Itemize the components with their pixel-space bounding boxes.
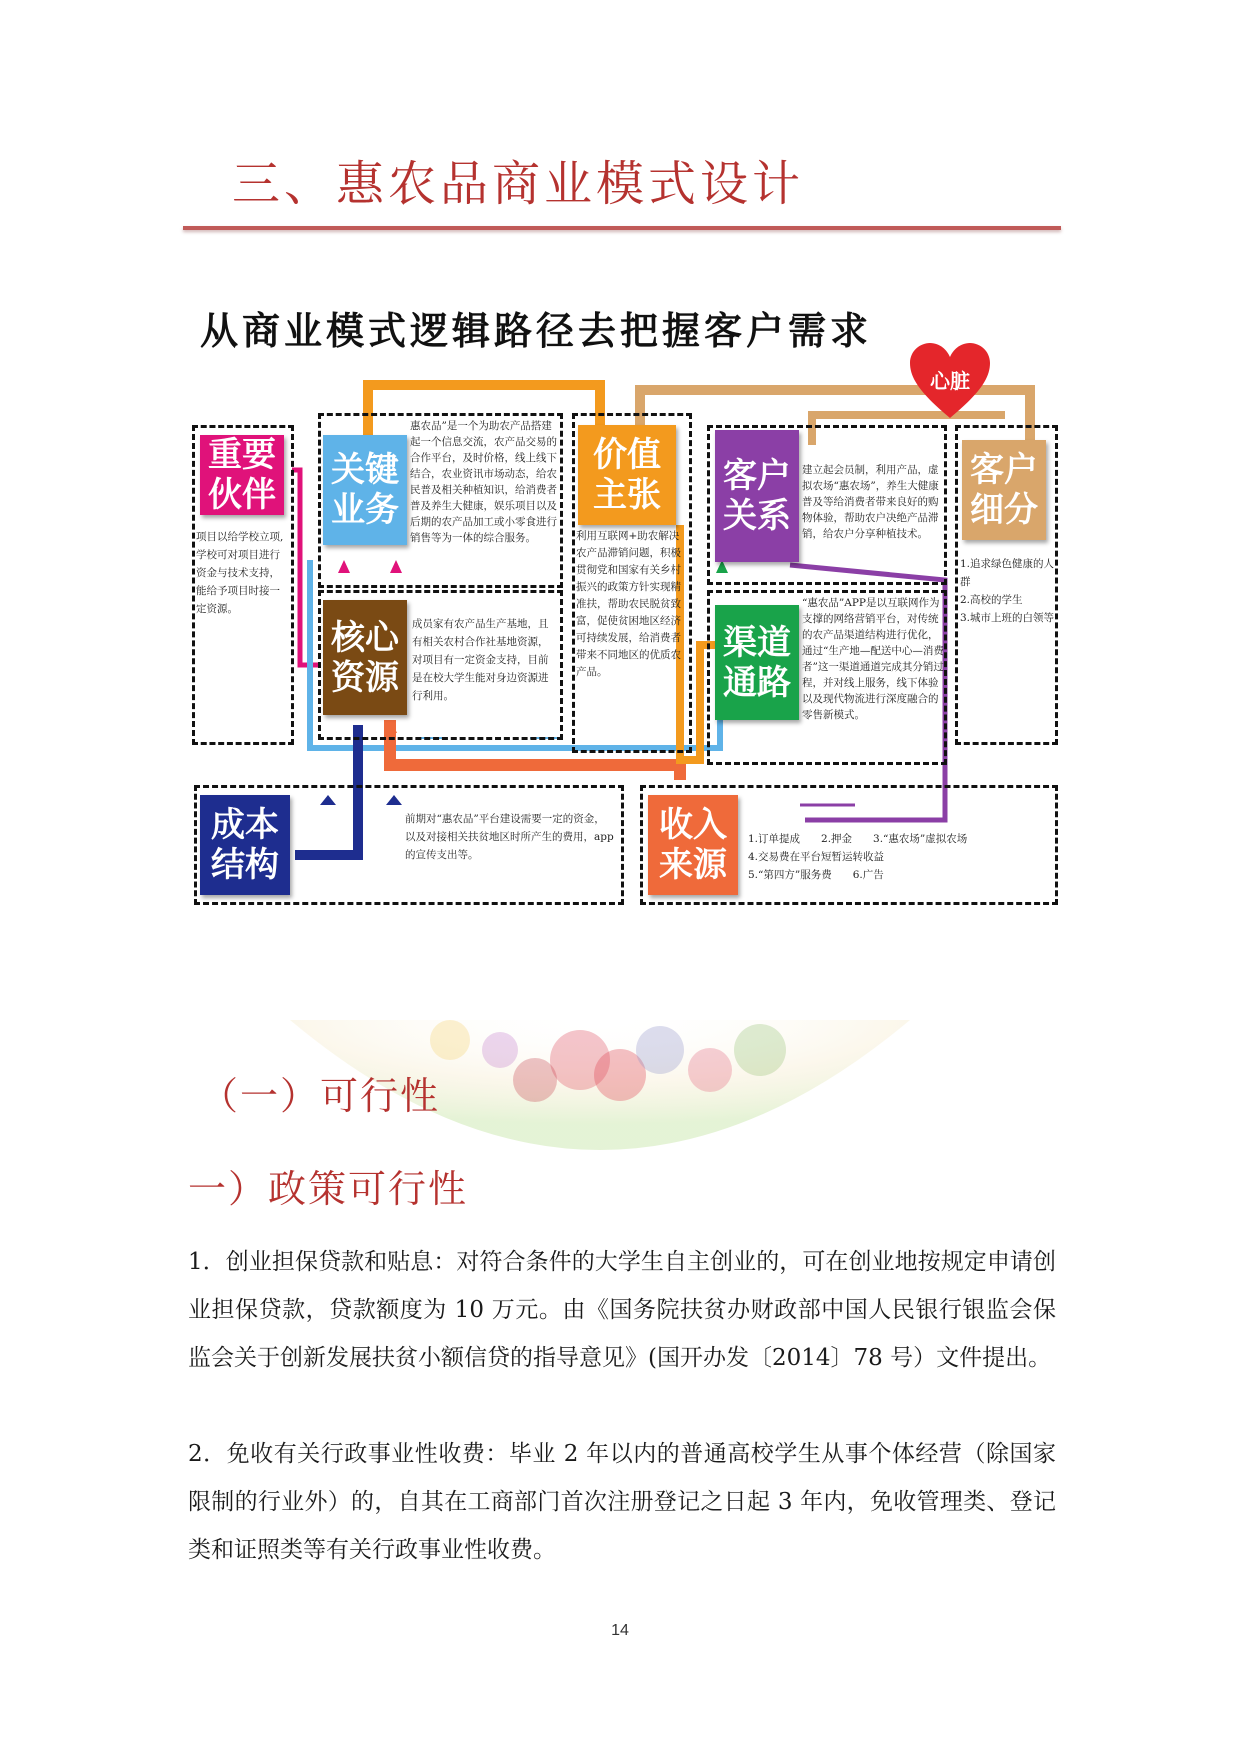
channels-tile: 渠道 通路 [715, 605, 799, 720]
revenue-desc: 1.订单提成 2.押金 3.“惠农场”虚拟农场 4.交易费在平台短暂运转收益 5.“第四方”服务费 6.广告 [748, 833, 968, 881]
revenue-tile: 收入 来源 [648, 795, 738, 895]
paragraph-1: 1．创业担保贷款和贴息：对符合条件的大学生自主创业的，可在创业地按规定申请创业担保贷款，贷款额度为 10 万元。由《国务院扶贫办财政部中国人民银行银监会保监会关于创新发展扶贫小额信贷的指导意见》(国开办发〔2014〕78 号）文件提出。 [188, 1249, 1056, 1371]
key-resources-desc: 成员家有农产品生产基地，且有相关农村合作社基地资源，对项目有一定资金支持，目前是在校大学生能对身边资源进行利用。 [412, 618, 549, 702]
key-resources-tile: 核心 资源 [323, 600, 407, 715]
section-heading: （一）可行性 [200, 1074, 441, 1118]
segments-tile: 客户 细分 [962, 440, 1046, 540]
diagram-title: 从商业模式逻辑路径去把握客户需求 [200, 308, 873, 353]
page-number: 14 [611, 1622, 629, 1639]
partners-desc: 项目以给学校立项,学校可对项目进行资金与技术支持，能给予项目时接一定资源。 [196, 531, 284, 615]
section-title: 三、惠农品商业模式设计 [232, 156, 805, 212]
paragraph-2: 2．免收有关行政事业性收费：毕业 2 年以内的普通高校学生从事个体经营（除国家限制的行业外）的，自其在工商部门首次注册登记之日起 3 年内，免收管理类、登记类和证照类等有关行政事业性收费。 [188, 1441, 1056, 1563]
subsection-heading: 一）政策可行性 [188, 1167, 469, 1211]
channels-desc: “惠农品”APP是以互联网作为支撑的网络营销平台，对传统的农产品渠道结构进行优化，通过“生产地—配送中心—消费者”这一渠道通道完成其分销过程，并对线上服务，线下体验以及现代物流进行深度融合的零售新模式。 [802, 597, 944, 721]
cost-tile: 成本 结构 [200, 795, 290, 895]
value-prop-tile: 价值 主张 [578, 425, 676, 525]
heart-label: 心脏 [930, 369, 970, 393]
partners-tile: 重要 伙伴 [200, 435, 284, 515]
customer-relation-desc: 建立起会员制，利用产品，虚拟农场“惠农场”，养生大健康普及等给消费者带来良好的购物体验，帮助农户决绝产品滞销，给农户分享种植技术。 [802, 464, 939, 540]
value-prop-desc: 利用互联网+助农解决农产品滞销问题，积极贯彻党和国家有关乡村振兴的政策方针实现精准扶，帮助农民脱贫致富，促使贫困地区经济可持续发展，给消费者带来不同地区的优质农产品。 [576, 530, 681, 678]
key-activities-desc: 惠农品”是一个为助农产品搭建起一个信息交流，农产品交易的合作平台，及时价格，线上线下结合，农业资讯市场动态，给农民普及相关种植知识，给消费者普及养生大健康，娱乐项目以及后期的农产品加工或小零食进行销售等为一体的综合服务。 [410, 420, 557, 544]
cost-desc: 前期对“惠农品”平台建设需要一定的资金，以及对接相关扶贫地区时所产生的费用，app的宣传支出等。 [405, 813, 614, 861]
customer-relation-tile: 客户 关系 [715, 430, 799, 562]
segments-desc: 1.追求绿色健康的人群 2.高校的学生 3.城市上班的白领等 [960, 558, 1055, 624]
key-activities-tile: 关键 业务 [323, 435, 407, 545]
heart-icon [910, 343, 990, 423]
